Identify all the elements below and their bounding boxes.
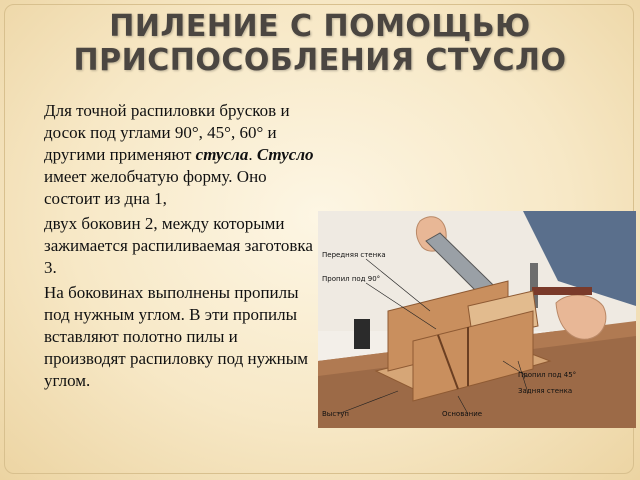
paragraph-1-part-c: имеет желобчатую форму. Оно состоит из дна 1, xyxy=(44,167,267,208)
slide-title xyxy=(0,10,640,78)
label-back-wall: Задняя стенка xyxy=(518,387,573,395)
label-cut-90: Пропил под 90° xyxy=(322,275,381,283)
clamp-handle xyxy=(532,287,592,295)
paragraph-3: На боковинах выполнены пропилы под нужным углом. В эти пропилы вставляют полотно пилы и производят распиловку под нужным углом. xyxy=(44,283,308,390)
term-stusla: стусла xyxy=(195,145,249,164)
paragraph-2: двух боковин 2, между которыми зажимается распиливаемая заготовка 3. xyxy=(44,214,313,277)
paragraph-1-part-b: . xyxy=(248,145,257,164)
title-line-1: ПИЛЕНИЕ С ПОМОЩЬЮ xyxy=(109,9,531,44)
miter-box-drawing xyxy=(318,211,636,428)
label-ledge: Выступ xyxy=(322,410,349,418)
label-front-wall: Передняя стенка xyxy=(322,251,386,259)
label-cut-45: Пропил под 45° xyxy=(518,371,577,379)
term-stuslo: Стусло xyxy=(256,145,314,164)
jar xyxy=(354,319,370,349)
paragraph-1 xyxy=(40,100,320,210)
body-text xyxy=(40,100,320,395)
title-line-2: ПРИСПОСОБЛЕНИЯ СТУСЛО xyxy=(73,43,567,78)
miter-box-illustration xyxy=(318,211,636,428)
label-base: Основание xyxy=(442,410,483,418)
paragraph-1-part-a: Для точной распиловки брусков и досок под углами 90°, 45°, 60° и другими применяют xyxy=(44,101,290,164)
